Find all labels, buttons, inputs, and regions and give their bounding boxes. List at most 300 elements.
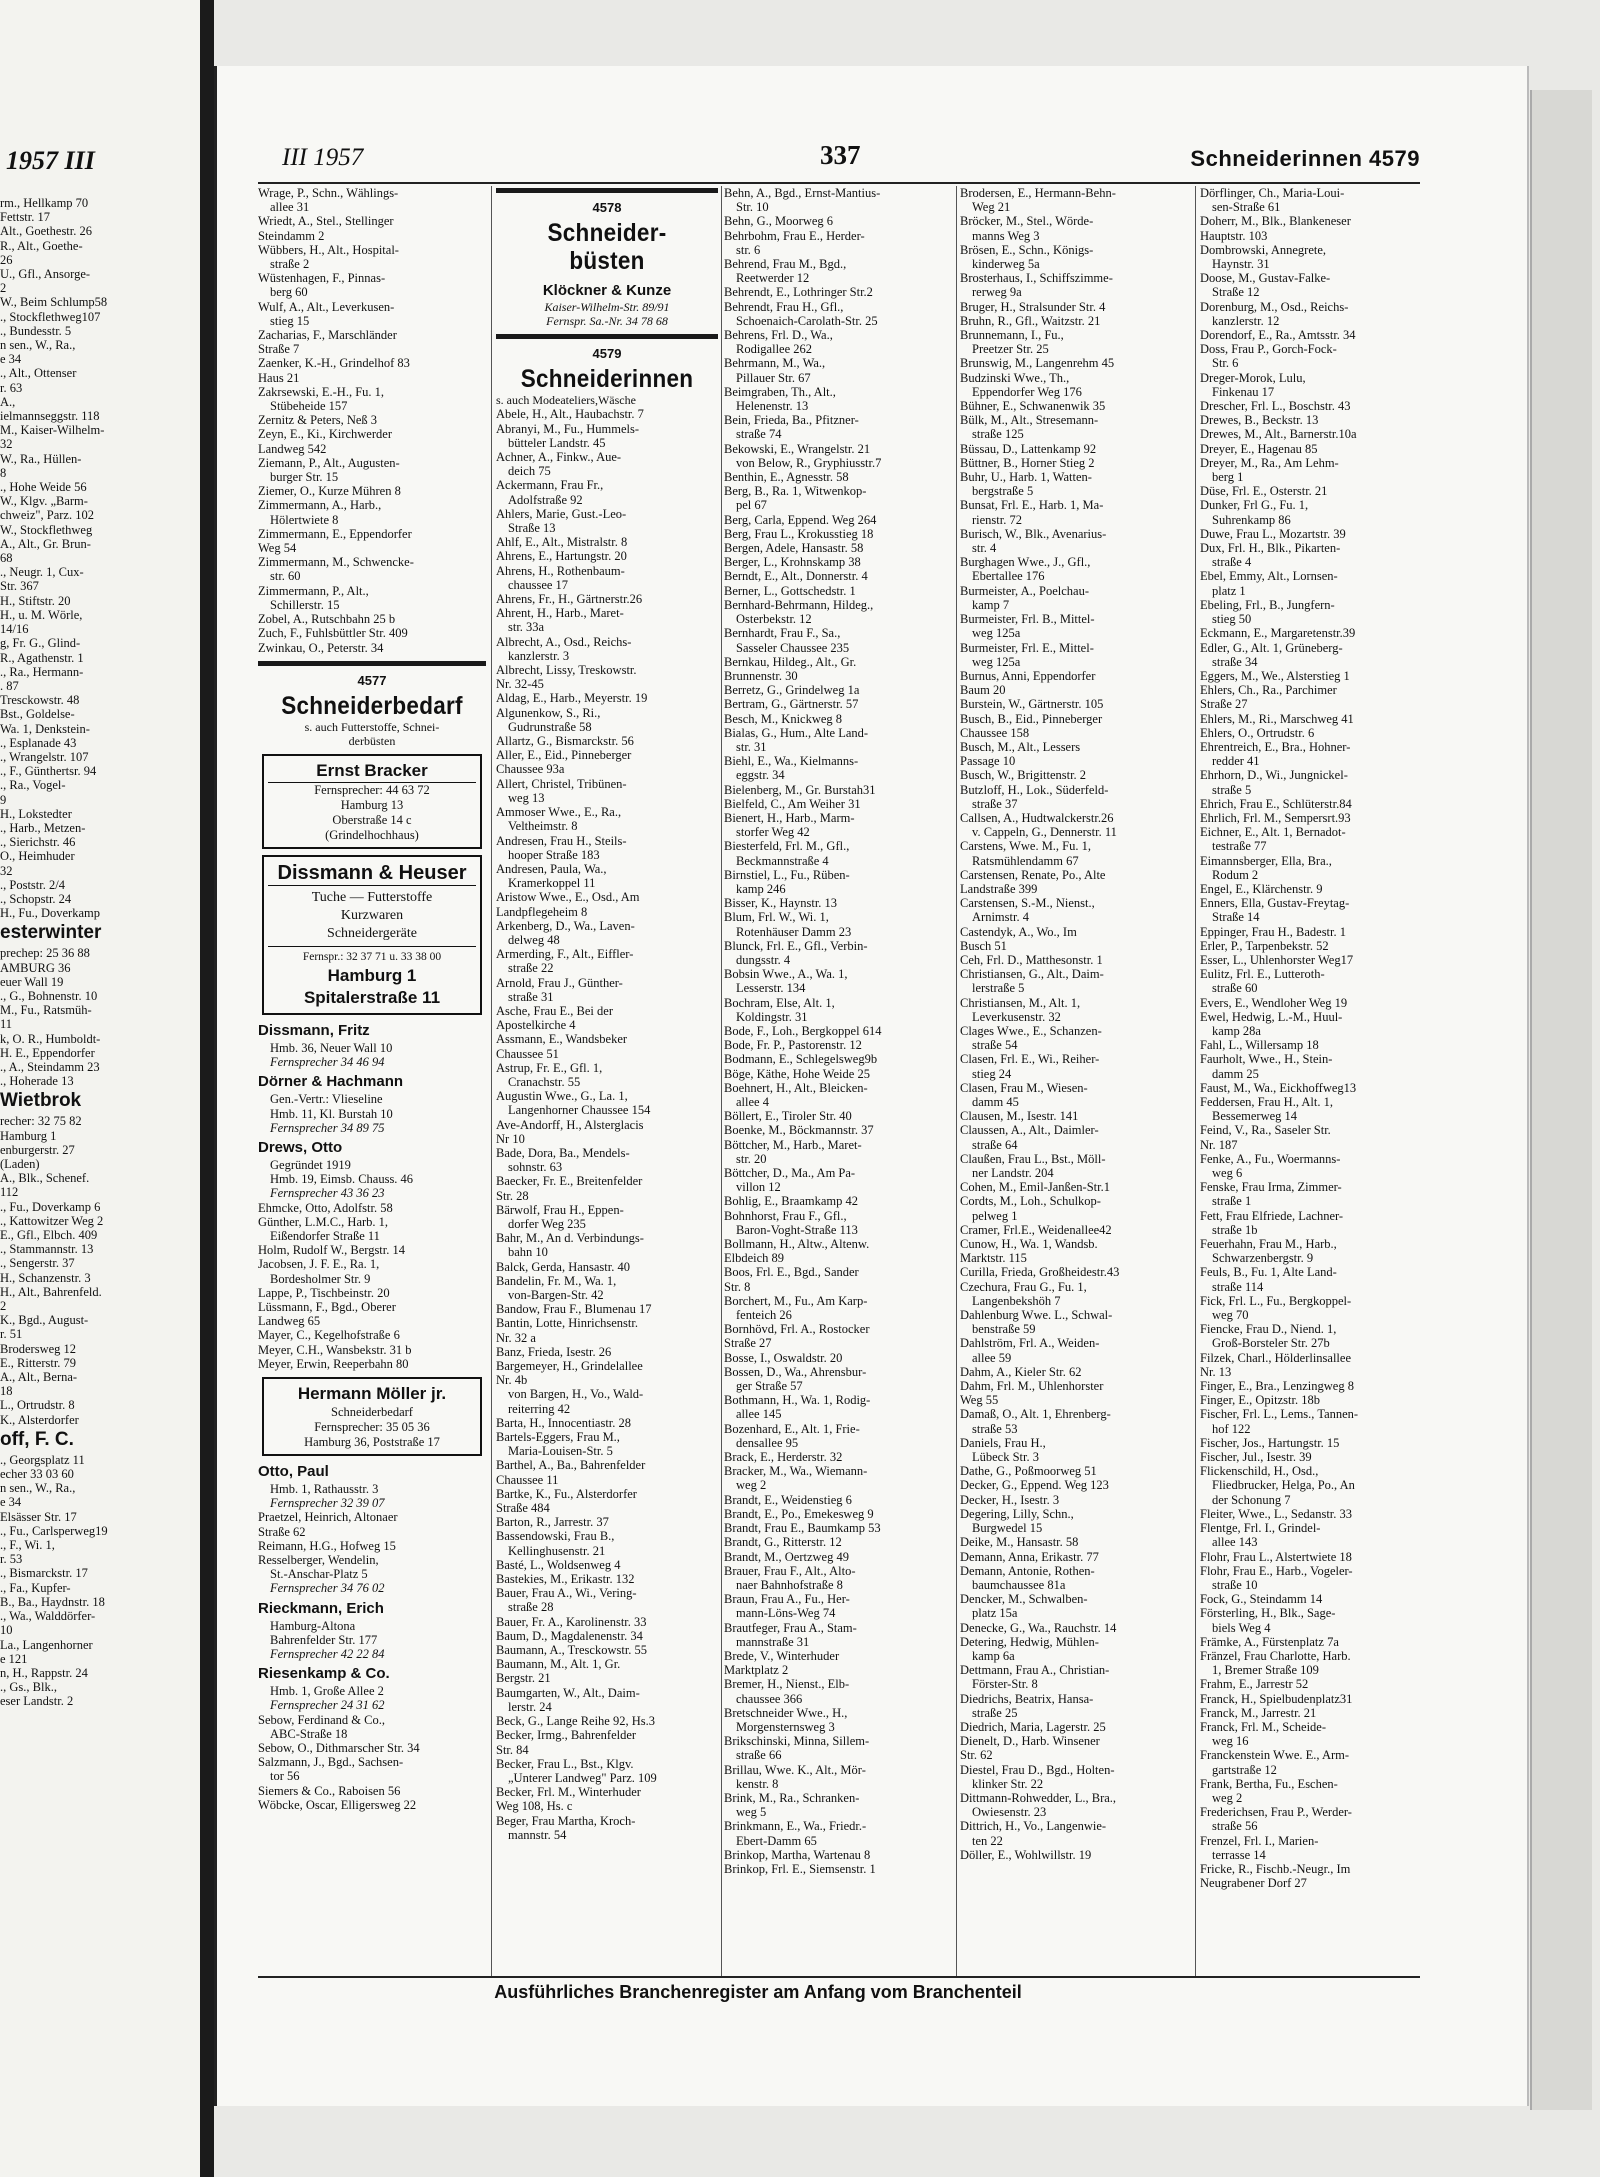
bold-entries: [258, 1599, 486, 1713]
listing-line: straße 31: [508, 989, 554, 1004]
prev-listing-line: ., Alt., Ottenser: [0, 366, 77, 381]
listing-line: Czechura, Frau G., Fu. 1,: [960, 1279, 1087, 1294]
prev-listing-line: H., Lokstedter: [0, 806, 72, 821]
listing-line: weg 125a: [972, 654, 1021, 669]
listing-line: Langenhorner Chaussee 154: [508, 1103, 651, 1118]
listing-line: Diedrichs, Beatrix, Hansa-: [960, 1691, 1094, 1706]
listing-line: straße 34: [1212, 654, 1258, 669]
listing-line: Claussen, A., Alt., Daimler-: [960, 1123, 1099, 1138]
listing-line: Lappe, P., Tischbeinstr. 20: [258, 1285, 390, 1300]
listing-line: Flickenschild, H., Osd.,: [1200, 1464, 1319, 1479]
listing-line: allee 59: [972, 1350, 1012, 1365]
listing-line: kamp 7: [972, 597, 1010, 612]
listing-line: Eimannsberger, Ella, Bra.,: [1200, 853, 1332, 868]
listing-line: Suhrenkamp 86: [1212, 512, 1291, 527]
prev-listing-line: R., Alt., Goethe-: [0, 238, 83, 253]
prev-listing-line: ., Fa., Kupfer-: [0, 1580, 71, 1595]
listing-line: Resselberger, Wendelin,: [258, 1552, 379, 1567]
listing-line: platz 1: [1212, 583, 1246, 598]
column-divider: [721, 186, 722, 1976]
listing-line: Drescher, Frl. L., Boschstr. 43: [1200, 399, 1351, 414]
listing-line: Carstens, Wwe. M., Fu. 1,: [960, 839, 1092, 854]
listing-line: Dreyer, M., Ra., Am Lehm-: [1200, 455, 1339, 470]
listing-line: Weg 55: [960, 1393, 999, 1408]
listing-group: [258, 1201, 486, 1371]
listing-line: der Schonung 7: [1212, 1492, 1291, 1507]
prev-listing-line: M., Kaiser-Wilhelm-: [0, 423, 105, 438]
listing-line: Boos, Frl. E., Bgd., Sander: [724, 1265, 859, 1280]
listing-line: Albrecht, Lissy, Treskowstr.: [496, 663, 637, 678]
listing-line: Dathe, G., Poßmoorweg 51: [960, 1464, 1097, 1479]
listing-line: Frank, Bertha, Fu., Eschen-: [1200, 1776, 1338, 1791]
listing-line: Callsen, A., Hudtwalckerstr.26: [960, 810, 1114, 825]
listing-line: Haynstr. 31: [1212, 257, 1270, 272]
column-divider: [956, 186, 957, 1976]
prev-listing-line: eser Landstr. 2: [0, 1694, 74, 1709]
listing-line: Fischer, Jos., Hartungstr. 15: [1200, 1435, 1340, 1450]
prev-listing-line: ., Wa., Walddörfer-: [0, 1609, 96, 1624]
listing-line: Hauptstr. 103: [1200, 228, 1268, 243]
listing-line: pelweg 1: [972, 1208, 1018, 1223]
listing-line: Blunck, Frl. E., Gfl., Verbin-: [724, 938, 868, 953]
listing-line: Ehrentreich, E., Bra., Hohner-: [1200, 739, 1351, 754]
listing-line: kamp 28a: [1212, 1023, 1261, 1038]
listing-line: Bärwolf, Frau H., Eppen-: [496, 1202, 624, 1217]
listing-line: Dorendorf, E., Ra., Amtsstr. 34: [1200, 328, 1356, 343]
column-5: [1200, 186, 1428, 1976]
listing-line: Osterbekstr. 12: [736, 612, 812, 627]
listing-line: Str. 28: [496, 1188, 529, 1203]
listing-line: Adolfstraße 92: [508, 492, 583, 507]
listing-line: Reimann, H.G., Hofweg 15: [258, 1538, 396, 1553]
prev-listing-line: ., Neugr. 1, Cux-: [0, 565, 84, 580]
ad-kloeckner-name: Klöckner & Kunze: [542, 282, 672, 300]
listing-line: Edler, G., Alt. 1, Grüneberg-: [1200, 640, 1343, 655]
listing-line: Aldag, E., Harb., Meyerstr. 19: [496, 691, 648, 706]
listing-line: ger Straße 57: [736, 1379, 803, 1394]
listing-line: Str. 6: [1212, 356, 1239, 371]
listing-line: Brosterhaus, I., Schiffszimme-: [960, 271, 1113, 286]
listing-line: stieg 15: [270, 313, 310, 328]
listing-line: Fick, Frl. L., Fu., Bergkoppel-: [1200, 1293, 1352, 1308]
listing-line: Eppendorfer Weg 176: [972, 384, 1082, 399]
listing-line: Bordesholmer Str. 9: [270, 1271, 371, 1286]
listing-line: baumchaussee 81a: [972, 1577, 1066, 1592]
prev-listing-line: K., Alsterdorfer: [0, 1412, 79, 1427]
ad-line: Schneiderbedarf: [331, 1404, 413, 1419]
prev-listing-line: Wa. 1, Denkstein-: [0, 721, 90, 736]
listing-line: kamp 246: [736, 881, 786, 896]
listing-line: Marktplatz 2: [724, 1663, 789, 1678]
listing-line: Brinkop, Frl. E., Siemsenstr. 1: [724, 1861, 876, 1876]
listing-line: Baecker, Fr. E., Breitenfelder: [496, 1174, 643, 1189]
listing-line: chaussee 17: [508, 577, 569, 592]
listing-line: straße 10: [1212, 1577, 1258, 1592]
listing-line: str. 6: [736, 242, 761, 257]
listing-line: Nr. 4b: [496, 1373, 528, 1388]
listing-line: straße 60: [1212, 981, 1258, 996]
entry-line: Hmb. 1, Rathausstr. 3: [270, 1481, 379, 1496]
entry-firm-name: Riesenkamp & Co.: [258, 1665, 390, 1683]
listing-line: Franck, Frl. M., Scheide-: [1200, 1719, 1327, 1734]
listing-line: Brösen, E., Schn., Königs-: [960, 242, 1094, 257]
listing-line: Arnimstr. 4: [972, 910, 1029, 925]
prev-page-listing: [0, 196, 196, 1709]
listing-line: Frenzel, Frl. I., Marien-: [1200, 1833, 1319, 1848]
listing-line: Bohnhorst, Frau F., Gfl.,: [724, 1208, 847, 1223]
prev-listing-line: n sen., W., Ra.,: [0, 338, 76, 353]
prev-page-header: 1957 III: [6, 146, 95, 175]
listing-line: bütteler Landstr. 45: [508, 435, 606, 450]
listing-line: ner Landstr. 204: [972, 1166, 1054, 1181]
entry-phone: Fernsprecher 43 36 23: [270, 1186, 385, 1201]
entry-line: Hamburg-Altona: [270, 1618, 356, 1633]
listing-line: Zwinkau, O., Peterstr. 34: [258, 640, 384, 655]
prev-listing-line: 2: [0, 1299, 7, 1314]
listing-line: Bandelin, Fr. M., Wa. 1,: [496, 1273, 617, 1288]
entry-phone: Fernsprecher 24 31 62: [270, 1698, 385, 1713]
column-3: [724, 186, 952, 1976]
listing-line: Bode, F., Loh., Bergkoppel 614: [724, 1023, 882, 1038]
listing-line: Biehl, E., Wa., Kielmanns-: [724, 754, 859, 769]
listing-line: Clausen, M., Isestr. 141: [960, 1109, 1079, 1124]
listing-line: Albrecht, A., Osd., Reichs-: [496, 634, 632, 649]
listing-line: Brinkmann, E., Wa., Friedr.-: [724, 1819, 867, 1834]
listing-line: Bargemeyer, H., Grindelallee: [496, 1359, 643, 1374]
listing-line: Barton, R., Jarrestr. 37: [496, 1515, 609, 1530]
prev-listing-line: O., Heimhuder: [0, 849, 75, 864]
listing-line: Daniels, Frau H.,: [960, 1435, 1046, 1450]
listing-line: Boenke, M., Böckmannstr. 37: [724, 1123, 874, 1138]
listing-line: rienstr. 72: [972, 512, 1022, 527]
listing-line: Wüstenhagen, F., Pinnas-: [258, 271, 386, 286]
prev-listing-line: Elsässer Str. 17: [0, 1509, 77, 1524]
prev-ad-name: off, F. C.: [0, 1428, 74, 1450]
listing-line: allee 143: [1212, 1535, 1258, 1550]
prev-listing-line: r. 63: [0, 380, 23, 395]
previous-page: [0, 0, 214, 2177]
listing-line: Bekowski, E., Wrangelstr. 21: [724, 441, 871, 456]
listing-line: kanzlerstr. 12: [1212, 313, 1280, 328]
listing-line: straße 64: [972, 1137, 1018, 1152]
listing-line: straße 5: [1212, 782, 1252, 797]
listing-line: Astrup, Fr. E., Gfl. 1,: [496, 1060, 603, 1075]
prev-listing-line: 8: [0, 465, 7, 480]
listing-line: Flohr, Frau E., Harb., Vogeler-: [1200, 1563, 1353, 1578]
listing-line: burger Str. 15: [270, 470, 339, 485]
listing-line: Behrendt, E., Lothringer Str.2: [724, 285, 873, 300]
ad-line: Hamburg 13: [340, 797, 404, 812]
listing-line: Beck, G., Lange Reihe 92, Hs.3: [496, 1714, 655, 1729]
listing-line: Gudrunstraße 58: [508, 719, 592, 734]
listing-line: weg 125a: [972, 626, 1021, 641]
listing-line: Arkenberg, D., Wa., Laven-: [496, 918, 635, 933]
listing-line: terrasse 14: [1212, 1847, 1266, 1862]
prev-listing-line: Bst., Goldelse-: [0, 707, 75, 722]
listing-line: Dörflinger, Ch., Maria-Loui-: [1200, 186, 1345, 200]
listing-line: Fränzel, Frau Charlotte, Harb.: [1200, 1648, 1351, 1663]
prev-listing-line: Str. 367: [0, 579, 39, 594]
listing-line: Lüssmann, F., Bgd., Oberer: [258, 1299, 396, 1314]
listing-line: Praetzel, Heinrich, Altonaer: [258, 1510, 398, 1525]
prev-listing-line: chweiz", Parz. 102: [0, 508, 94, 523]
listing-line: Bauer, Fr. A., Karolinenstr. 33: [496, 1614, 647, 1629]
listing-line: Büssau, D., Lattenkamp 92: [960, 441, 1097, 456]
entry-firm-name: Rieckmann, Erich: [258, 1599, 384, 1617]
listing-line: Bernhardt, Frau F., Sa.,: [724, 626, 841, 641]
listing-line: Weg 21: [972, 200, 1011, 215]
listing-line: Armerding, F., Alt., Eiffler-: [496, 947, 634, 962]
listing-line: Ahlers, Marie, Gust.-Leo-: [496, 506, 627, 521]
listing-line: Cramer, Frl.E., Weidenallee42: [960, 1222, 1112, 1237]
listing-line: Straße 27: [1200, 697, 1248, 712]
listing-line: redder 41: [1212, 754, 1260, 769]
listing-line: Bracker, M., Wa., Wiemann-: [724, 1464, 868, 1479]
prev-listing-line: ., Fu., Doverkamp 6: [0, 1199, 101, 1214]
prev-listing-line: 32: [0, 437, 13, 452]
listing-line: Finkenau 17: [1212, 384, 1275, 399]
listing-line: Zimmermann, E., Eppendorfer: [258, 526, 412, 541]
listing-line: Busch, W., Brigittenstr. 2: [960, 768, 1087, 783]
entry-line: Hmb. 11, Kl. Burstah 10: [270, 1106, 393, 1121]
listing-line: Abranyi, M., Fu., Hummels-: [496, 421, 640, 436]
listing-line: pel 67: [736, 498, 767, 513]
listing-line: Doss, Frau P., Gorch-Fock-: [1200, 342, 1337, 357]
listing-line: Algunenkow, S., Ri.,: [496, 705, 601, 720]
listing-line: Bothmann, H., Wa. 1, Rodig-: [724, 1393, 871, 1408]
listing-line: Burmeister, Frl. E., Mittel-: [960, 640, 1094, 655]
listing-line: Dunker, Frl G., Fu. 1,: [1200, 498, 1309, 513]
listing-line: Ebel, Emmy, Alt., Lornsen-: [1200, 569, 1338, 584]
prev-listing-line: A.,: [0, 394, 16, 409]
listing-line: Fleiter, Wwe., L., Sedanstr. 33: [1200, 1506, 1353, 1521]
listing-line: Straße 62: [258, 1524, 306, 1539]
listing-line: Bessemerweg 14: [1212, 1109, 1298, 1124]
listing-line: straße 1: [1212, 1194, 1252, 1209]
listing-line: Sebow, Ferdinand & Co.,: [258, 1712, 385, 1727]
listing-line: Bielfeld, C., Am Weiher 31: [724, 796, 861, 811]
listing-line: Buhr, U., Harb. 1, Watten-: [960, 470, 1092, 485]
prev-listing-line: ., Georgsplatz 11: [0, 1452, 85, 1467]
listing-line: Burgwedel 15: [972, 1521, 1043, 1536]
listing-line: Rodum 2: [1212, 867, 1259, 882]
listing-line: Bantin, Lotte, Hinrichsenstr.: [496, 1316, 638, 1331]
listing-line: Baumann, A., Tresckowstr. 55: [496, 1643, 648, 1658]
listing-line: Rodigallee 262: [736, 342, 813, 357]
listing-line: Groß-Borsteler Str. 27b: [1212, 1336, 1330, 1351]
listing-line: Apostelkirche 4: [496, 1018, 576, 1033]
listing-line: Chaussee 158: [960, 725, 1030, 740]
listing-line: Fiencke, Frau D., Niend. 1,: [1200, 1322, 1337, 1337]
prev-listing-line: Brodersweg 12: [0, 1341, 77, 1356]
listing-line: Doherr, M., Blk., Blankeneser: [1200, 214, 1351, 229]
listing-line: Dienelt, D., Harb. Winsener: [960, 1734, 1100, 1749]
listing-line: Brandt, E., Po., Emekesweg 9: [724, 1506, 874, 1521]
listing-line: berg 60: [270, 285, 308, 300]
ad-bracker: [262, 754, 482, 849]
listing-line: weg 13: [508, 790, 545, 805]
ad-line: Fernsprecher: 35 05 36: [314, 1419, 430, 1434]
listing-line: Baumann, M., Alt. 1, Gr.: [496, 1657, 621, 1672]
listing-line: Boehnert, H., Alt., Bleicken-: [724, 1080, 868, 1095]
column-4: [960, 186, 1190, 1976]
ad-line: Hamburg 36, Poststraße 17: [304, 1434, 440, 1449]
entry-line: Gen.-Vertr.: Vlieseline: [270, 1092, 383, 1107]
listing-line: Eulitz, Frl. E., Lutteroth-: [1200, 967, 1325, 982]
listing-line: Bode, Fr. P., Pastorenstr. 12: [724, 1038, 862, 1053]
listing-line: Achner, A., Finkw., Aue-: [496, 450, 622, 465]
section-crossref: derbüsten: [348, 733, 396, 748]
listing-line: straße 114: [1212, 1279, 1264, 1294]
prev-listing-line: ., A., Steindamm 23: [0, 1059, 100, 1074]
prev-listing-line: recher: 32 75 82: [0, 1114, 82, 1129]
listing-line: berg 1: [1212, 470, 1244, 485]
listing-line: Bialas, G., Hum., Alte Land-: [724, 725, 869, 740]
listing-line: Abele, H., Alt., Haubachstr. 7: [496, 407, 644, 422]
listing-group: [496, 407, 718, 1842]
listing-line: Behn, G., Moorweg 6: [724, 214, 834, 229]
prev-listing-line: 18: [0, 1384, 13, 1399]
prev-listing-line: 11: [0, 1017, 13, 1032]
prev-listing-line: ., Wrangelstr. 107: [0, 749, 89, 764]
listing-line: sen-Straße 61: [1212, 200, 1281, 215]
listing-line: Frahm, E., Jarrestr 52: [1200, 1677, 1309, 1692]
listing-line: Maria-Louisen-Str. 5: [508, 1444, 613, 1459]
listing-line: weg 2: [736, 1478, 767, 1493]
listing-line: straße 66: [736, 1748, 782, 1763]
prev-listing-line: H., Schanzenstr. 3: [0, 1270, 91, 1285]
listing-line: Ewel, Hedwig, L.-M., Huul-: [1200, 1009, 1343, 1024]
prev-listing-line: H., Alt., Bahrenfeld.: [0, 1284, 102, 1299]
listing-line: Carstensen, Renate, Po., Alte: [960, 867, 1106, 882]
listing-line: Drewes, M., Alt., Barnerstr.10a: [1200, 427, 1357, 442]
listing-line: Zaenker, K.-H., Grindelhof 83: [258, 356, 410, 371]
prev-listing-line: 112: [0, 1185, 19, 1200]
listing-line: Duwe, Frau L., Mozartstr. 39: [1200, 526, 1346, 541]
listing-line: Landweg 65: [258, 1314, 321, 1329]
listing-line: Engel, E., Klärchenstr. 9: [1200, 881, 1323, 896]
listing-line: Ahrens, E., Hartungstr. 20: [496, 549, 627, 564]
listing-line: naer Bahnhofstraße 8: [736, 1577, 843, 1592]
listing-line: rerweg 9a: [972, 285, 1022, 300]
listing-line: Behrendt, Frau H., Gfl.,: [724, 299, 844, 314]
listing-line: Meyer, C.H., Wansbekstr. 31 b: [258, 1342, 412, 1357]
listing-line: Zimmermann, P., Alt.,: [258, 583, 369, 598]
section-title: Schneiderbedarf: [281, 691, 463, 720]
section-title: Schneiderinnen: [520, 365, 694, 394]
listing-line: Böttcher, M., Harb., Maret-: [724, 1137, 862, 1152]
listing-line: kamp 6a: [972, 1648, 1015, 1663]
listing-line: Banz, Frieda, Isestr. 26: [496, 1344, 612, 1359]
listing-line: str. 20: [736, 1151, 767, 1166]
listing-line: Burisch, W., Blk., Avenarius-: [960, 526, 1107, 541]
ad-moeller: [262, 1377, 482, 1456]
listing-line: Str. 84: [496, 1742, 529, 1757]
listing-line: Preetzer Str. 25: [972, 342, 1049, 357]
listing-line: Burnus, Anni, Eppendorfer: [960, 668, 1096, 683]
listing-line: testraße 77: [1212, 839, 1267, 854]
listing-line: Faurholt, Wwe., H., Stein-: [1200, 1052, 1333, 1067]
listing-line: Clasen, Frau M., Wiesen-: [960, 1080, 1088, 1095]
listing-line: 1, Bremer Straße 109: [1212, 1663, 1319, 1678]
listing-line: Bruhn, R., Gfl., Waitzstr. 21: [960, 313, 1101, 328]
listing-line: Ebert-Damm 65: [736, 1833, 817, 1848]
listing-line: Dahlenburg Wwe. L., Schwal-: [960, 1308, 1113, 1323]
listing-line: Andresen, Frau H., Steils-: [496, 833, 627, 848]
listing-line: Chaussee 11: [496, 1472, 559, 1487]
listing-line: Brinkop, Martha, Wartenau 8: [724, 1847, 871, 1862]
listing-line: Hölertwiete 8: [270, 512, 339, 527]
listing-line: fenteich 26: [736, 1308, 792, 1323]
listing-line: Bade, Dora, Ba., Mendels-: [496, 1145, 630, 1160]
listing-line: dungsstr. 4: [736, 952, 791, 967]
prev-listing-line: A., Alt., Berna-: [0, 1370, 78, 1385]
listing-line: Brandt, G., Ritterstr. 12: [724, 1535, 842, 1550]
listing-line: Fricke, R., Fischb.-Neugr., Im: [1200, 1861, 1351, 1876]
listing-line: Busch, M., Alt., Lessers: [960, 739, 1081, 754]
listing-line: Fenke, A., Fu., Woermanns-: [1200, 1151, 1341, 1166]
listing-line: Weg 54: [258, 541, 297, 556]
listing-line: Zimmermann, M., Schwencke-: [258, 555, 414, 570]
listing-line: Arnold, Frau J., Günther-: [496, 975, 623, 990]
listing-line: Bühner, E., Schwanenwik 35: [960, 399, 1106, 414]
listing-line: damm 25: [1212, 1066, 1259, 1081]
listing-line: allee 145: [736, 1407, 782, 1422]
listing-line: Aristow Wwe., E., Osd., Am: [496, 890, 640, 905]
listing-line: klinker Str. 22: [972, 1776, 1044, 1791]
listing-line: delweg 48: [508, 932, 560, 947]
prev-listing-line: A., Blk., Schenef.: [0, 1171, 90, 1186]
listing-line: Claußen, Frau L., Bst., Möll-: [960, 1151, 1106, 1166]
listing-line: kenstr. 8: [736, 1776, 779, 1791]
listing-line: Brink, M., Ra., Schranken-: [724, 1790, 860, 1805]
section-number: 4577: [357, 672, 387, 688]
listing-line: villon 12: [736, 1180, 781, 1195]
prev-listing-line: AMBURG 36: [0, 960, 71, 975]
listing-line: densallee 95: [736, 1435, 799, 1450]
listing-line: Siemers & Co., Raboisen 56: [258, 1783, 401, 1798]
listing-line: Schillerstr. 15: [270, 597, 340, 612]
listing-line: Eckmann, E., Margaretenstr.39: [1200, 626, 1356, 641]
listing-line: Finger, E., Bra., Lenzingweg 8: [1200, 1379, 1354, 1394]
listing-line: mannstraße 31: [736, 1634, 810, 1649]
listing-line: Elbdeich 89: [724, 1251, 785, 1266]
listing-line: Berger, L., Krohnskamp 38: [724, 555, 861, 570]
prev-listing-line: ielmannseggstr. 118: [0, 409, 100, 424]
listing-line: Försterling, H., Blk., Sage-: [1200, 1606, 1336, 1621]
listing-line: Ahrens, Fr., H., Gärtnerstr.26: [496, 592, 643, 607]
ad-line: Fernsprecher: 44 63 72: [314, 782, 430, 797]
listing-line: Berndt, E., Alt., Donnerstr. 4: [724, 569, 868, 584]
listing-line: Str. 8: [724, 1279, 751, 1294]
listing-line: Sasseler Chaussee 235: [736, 640, 850, 655]
listing-line: Ratsmühlendamm 67: [972, 853, 1079, 868]
listing-line: Chaussee 51: [496, 1046, 559, 1061]
listing-line: Beger, Frau Martha, Kroch-: [496, 1813, 636, 1828]
prev-listing-line: E., Gfl., Elbch. 409: [0, 1228, 98, 1243]
listing-line: St.-Anschar-Platz 5: [270, 1567, 368, 1582]
listing-line: v. Cappeln, G., Dennerstr. 11: [972, 825, 1117, 840]
listing-line: Bielenberg, M., Gr. Burstah31: [724, 782, 876, 797]
listing-line: straße 22: [508, 961, 554, 976]
prev-listing-line: ., Sierichstr. 46: [0, 835, 76, 850]
listing-line: Brunnemann, I., Fu.,: [960, 328, 1064, 343]
entry-line: Hmb. 1, Große Allee 2: [270, 1684, 384, 1699]
listing-line: Ehlers, M., Ri., Marschweg 41: [1200, 711, 1354, 726]
listing-line: Doose, M., Gustav-Falke-: [1200, 271, 1331, 286]
listing-line: Zimmermann, A., Harb.,: [258, 498, 382, 513]
listing-line: Brandt, E., Weidenstieg 6: [724, 1492, 852, 1507]
